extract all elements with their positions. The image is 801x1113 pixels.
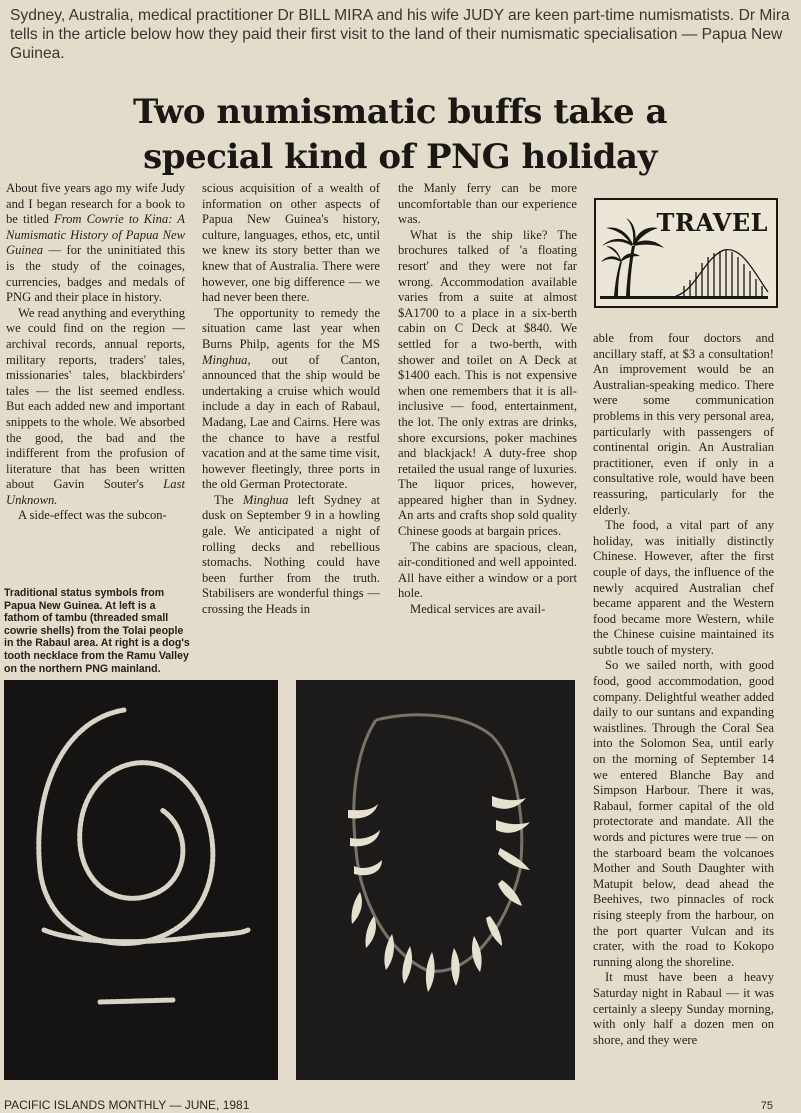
- text: , out of Canton, announced that the ship would be undertaking a cruise which would include a day in each of Rabaul, Madang, Lae and Cairns. Here was the chance to have a restful vacation and at the same time visit, however fleetingly, three ports in the old German Protectorate.: [202, 352, 380, 492]
- article-column-1: [6, 181, 185, 524]
- page-number: 75: [760, 1100, 773, 1112]
- paragraph: What is the ship like? The brochures talked of 'a floating resort' and they were not far wrong. Accommodation available varies from a suite at almost $A1700 to a place in a six-berth cabin on C Deck at $840. We settled for a two-berth, with shower and toilet on A Deck at $1400 each. This is not expensive when one remembers that it is all-inclusive — food, entertainment, the lot. The only extras are drinks, shore excursions, poker machines and blackjack! A duty-free shop retailed the usual range of luxuries. The liquor prices, however, appeared higher than in Sydney. An arts and crafts shop sold quality Chinese goods at bargain prices.: [398, 227, 577, 539]
- article-column-4: [593, 331, 774, 1048]
- article-headline: [30, 90, 770, 180]
- book-title: Last Unknown.: [6, 477, 185, 507]
- publication-footer: PACIFIC ISLANDS MONTHLY — JUNE, 1981: [4, 1098, 250, 1112]
- paragraph: able from four doctors and ancillary staff, at $3 a consultation! An improvement would be an Australian-speaking medico. There were some communication problems in this very personal area, particularly with passengers of continental origin. An Australian practitioner, even if only in a consultative role, would have been reassuring, particularly for the elderly.: [593, 331, 774, 517]
- book-title: From Cowrie to Kina: A Numismatic History of Papua New Guinea: [6, 212, 185, 258]
- article-column-2: [202, 181, 380, 618]
- palm-tree-icon: [596, 200, 776, 306]
- text: The opportunity to remedy the situation came last year when Burns Philp, agents for the MS: [202, 305, 380, 351]
- cowrie-shell-strings-icon: [4, 680, 278, 1080]
- ship-name: Minghua: [202, 352, 248, 367]
- paragraph: scious acquisition of a wealth of information on other aspects of Papua New Guinea's history, culture, languages, ethos, etc, until we knew its story better than we knew that of Australia. There were however, one big difference — we had never been there.: [202, 181, 380, 305]
- paragraph: A side-effect was the subcon-: [18, 508, 167, 523]
- paragraph: Medical services are avail-: [410, 602, 546, 617]
- paragraph: So we sailed north, with good food, good accommodation, good company. Delightful weather added daily to our suntans and expanding waistlines. Through the Coral Sea into the Solomon Sea, until early on the morning of September 14 we entered Blanche Bay and Simpson Harbour. There it was, Rabaul, former capital of the old protectorate and mandate. All the words and pictures were true — on the starboard beam the volcanoes Mother and South Daughter with Matupit below, dead ahead the Beehives, two pinnacles of rock rising steeply from the harbour, on the port quarter Vulcan and its crater, with the road to Kokopo running along the shoreline.: [593, 658, 774, 969]
- text: We read anything and everything we could find on the region — archival records, annual reports, military reports, traders' tales, missionaries' tales, blackbirders' tales — the list seemed endless. But each added new and important snippets to the whole. We absorbed the good, the bad and the indifferent from the profusion of literature that has been written about Gavin Souter's: [6, 305, 185, 492]
- headline-line-2: special kind of PNG holiday: [143, 137, 657, 177]
- paragraph: [6, 181, 185, 306]
- headline-line-1: Two numismatic buffs take a: [132, 92, 667, 132]
- text: The: [214, 492, 243, 507]
- paragraph: The cabins are spacious, clean, air-conditioned and well appointed. All have either a window or a port hole.: [398, 539, 577, 601]
- paragraph: The food, a vital part of any holiday, was initially distinctly Chinese. However, after the first couple of days, the influence of the newly acquired Australian chef became apparent and the Western food became more Western, while the Chinese cuisine maintained its subtle touch of mystery.: [593, 518, 774, 657]
- ship-name: Minghua: [242, 492, 289, 507]
- travel-label: TRAVEL: [656, 208, 768, 237]
- text: — for the uninitiated this is the study of the coinages, currencies, badges and medals of PNG and their place in history.: [6, 243, 185, 305]
- paragraph: [202, 493, 380, 618]
- photo-caption: Traditional status symbols from Papua New Guinea. At left is a fathom of tambu (threaded small cowrie shells) from the Tolai people in the Rabaul area. At right is a dog's tooth necklace from the Ramu Valley on the northern PNG mainland.: [4, 587, 190, 675]
- dog-tooth-necklace-icon: [296, 680, 575, 1080]
- intro-paragraph: Sydney, Australia, medical practitioner Dr BILL MIRA and his wife JUDY are keen part-time numismatists. Dr Mira tells in the article below how they paid their first visit to the land of their numismatic specialisation — Papua New Guinea.: [10, 7, 790, 62]
- paragraph: [202, 306, 380, 493]
- travel-section-logo: [594, 198, 778, 308]
- dogs-tooth-necklace-photo: [296, 680, 575, 1080]
- text: left Sydney at dusk on September 9 in a howling gale. We anticipated a night of rolling decks and rebellious stomachs. Nothing could have been further from the truth. Stabilisers are wonderful things — crossing the Heads in: [202, 492, 380, 617]
- paragraph: the Manly ferry can be more uncomfortable than our experience was.: [398, 181, 577, 227]
- paragraph: [6, 306, 185, 509]
- text: About five years ago my wife Judy and I began research for a book to be titled: [6, 181, 185, 227]
- paragraph: It must have been a heavy Saturday night in Rabaul — it was certainly a sleepy Sunday morning, with only half a dozen men on shore, and they were: [593, 970, 774, 1047]
- tambu-shell-money-photo: [4, 680, 278, 1080]
- article-column-3: [398, 181, 577, 618]
